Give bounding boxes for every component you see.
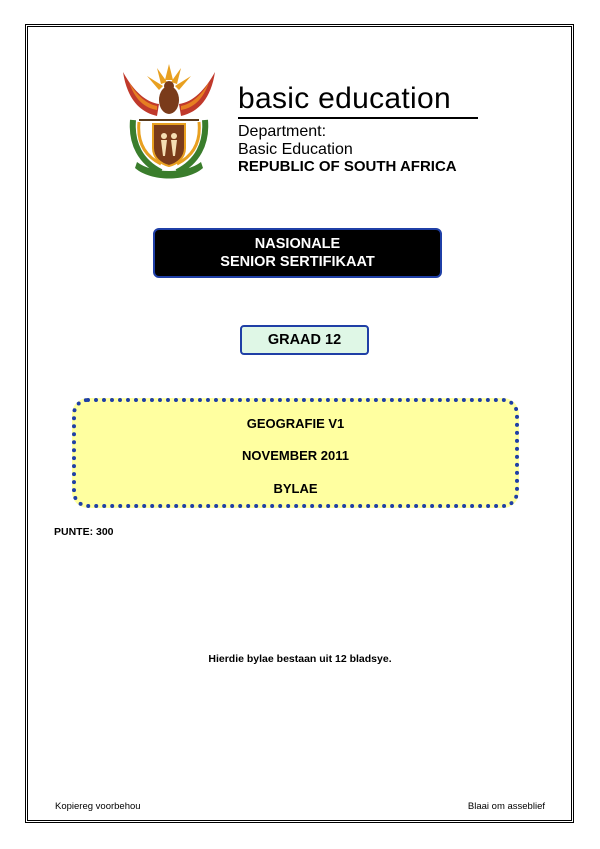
department-label: Department: (238, 123, 327, 140)
qualification-line-2: SENIOR SERTIFIKAAT (220, 254, 375, 270)
turn-over-note: Blaai om asseblief (467, 801, 545, 812)
coat-of-arms-icon (117, 58, 221, 186)
total-marks: PUNTE: 300 (54, 526, 114, 538)
page-count-note: Hierdie bylae bestaan uit 12 bladsye. (208, 653, 392, 665)
department-name: Basic Education (238, 141, 353, 158)
grade-box: GRAAD 12 (240, 325, 369, 355)
exam-session: NOVEMBER 2011 (242, 448, 349, 463)
country-name: REPUBLIC OF SOUTH AFRICA (238, 158, 457, 175)
copyright-note: Kopiereg voorbehou (55, 801, 141, 812)
brand-title: basic education (238, 82, 451, 115)
document-section: BYLAE (273, 481, 318, 496)
subject-box (72, 398, 519, 508)
brand-divider (238, 117, 478, 119)
subject-title: GEOGRAFIE V1 (246, 416, 345, 431)
qualification-box (153, 228, 442, 278)
qualification-line-1: NASIONALE (254, 236, 341, 252)
